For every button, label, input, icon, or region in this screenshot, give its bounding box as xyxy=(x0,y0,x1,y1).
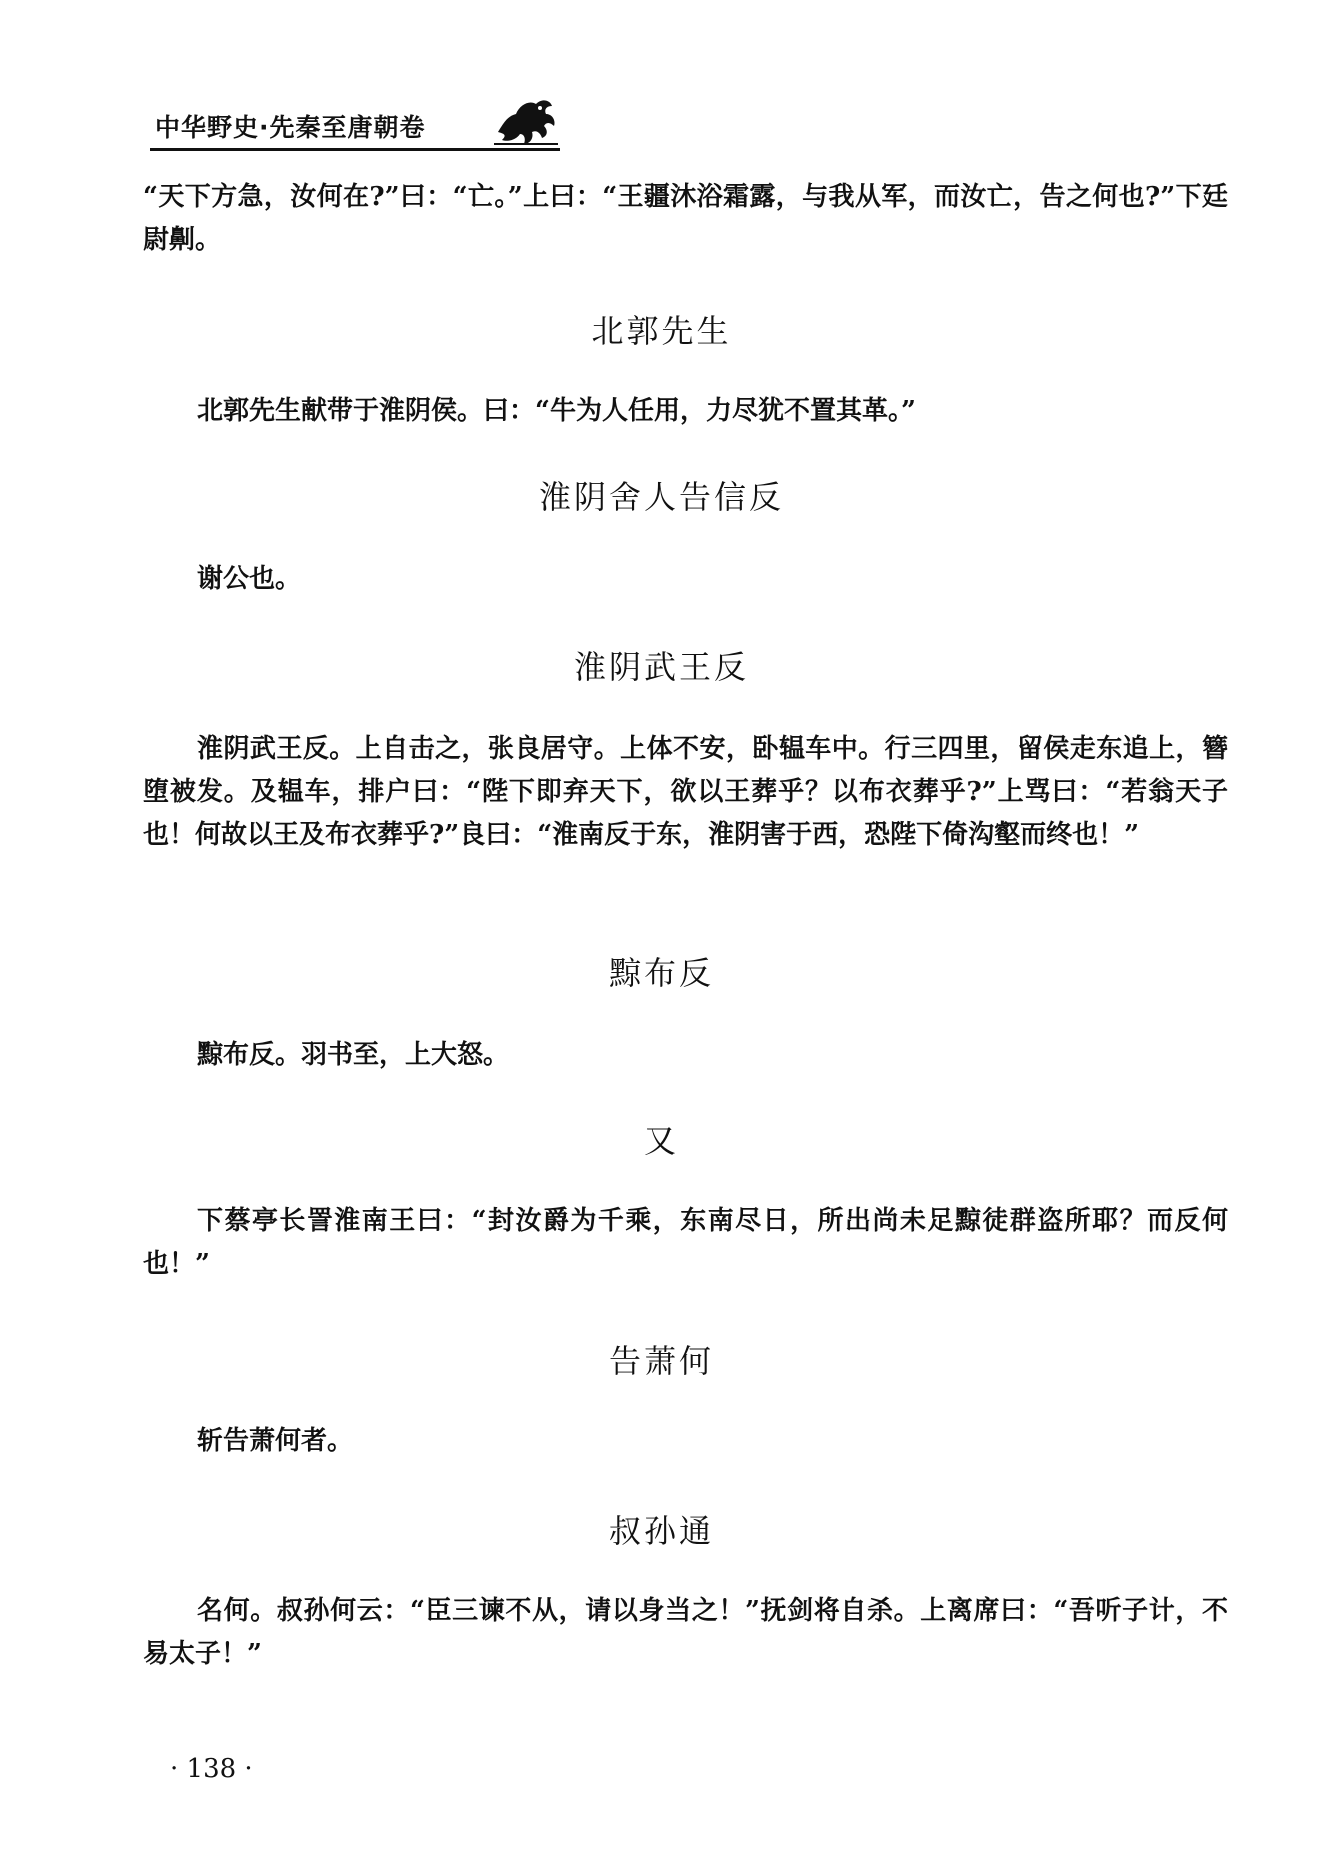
section-paragraph: 斩告萧何者。 xyxy=(197,1426,354,1456)
header-rule xyxy=(150,148,560,151)
section-paragraph: 北郭先生献带于淮阴侯。曰：“牛为人任用，力尽犹不置其革。” xyxy=(197,396,916,426)
section-paragraph: 下蔡亭长詈淮南王曰：“封汝爵为千乘，东南尽日，所出尚未足黥徒群盗所耶？而反何也！” xyxy=(143,1206,1228,1279)
section-paragraph: 淮阴武王反。上自击之，张良居守。上体不安，卧辒车中。行三四里，留侯走东追上，簪堕被发。及辒车，排户曰：“陛下即弃天下，欲以王葬乎？以布衣葬乎?”上骂曰：“若翁天子也！何故以王及布衣葬乎?”良曰：“淮南反于东，淮阴害于西，恐陛下倚沟壑而终也！” xyxy=(143,734,1228,850)
section-heading: 告萧何 xyxy=(608,1342,714,1380)
section-heading: 淮阴武王反 xyxy=(573,648,749,686)
running-header xyxy=(150,96,560,156)
section-paragraph: 黥布反。羽书至，上大怒。 xyxy=(197,1040,510,1070)
paragraph-continued: “天下方急，汝何在?”曰：“亡。”上曰：“王疆沐浴霜露，与我从军，而汝亡，告之何也?”下廷尉劓。 xyxy=(143,182,1228,255)
page-number: · 138 · xyxy=(170,1754,253,1784)
section-paragraph: 名何。叔孙何云：“臣三谏不从，请以身当之！”抚剑将自杀。上离席曰：“吾听子计，不易太子！” xyxy=(143,1596,1228,1669)
section-heading: 叔孙通 xyxy=(608,1512,714,1550)
section-heading: 又 xyxy=(643,1122,679,1160)
section-paragraph: 谢公也。 xyxy=(197,564,302,594)
section-heading: 北郭先生 xyxy=(591,312,732,350)
section-heading: 淮阴舍人告信反 xyxy=(538,478,784,516)
book-title: 中华野史·先秦至唐朝卷 xyxy=(155,113,426,142)
dragon-emblem-icon xyxy=(490,92,562,150)
section-heading: 黥布反 xyxy=(608,954,714,992)
